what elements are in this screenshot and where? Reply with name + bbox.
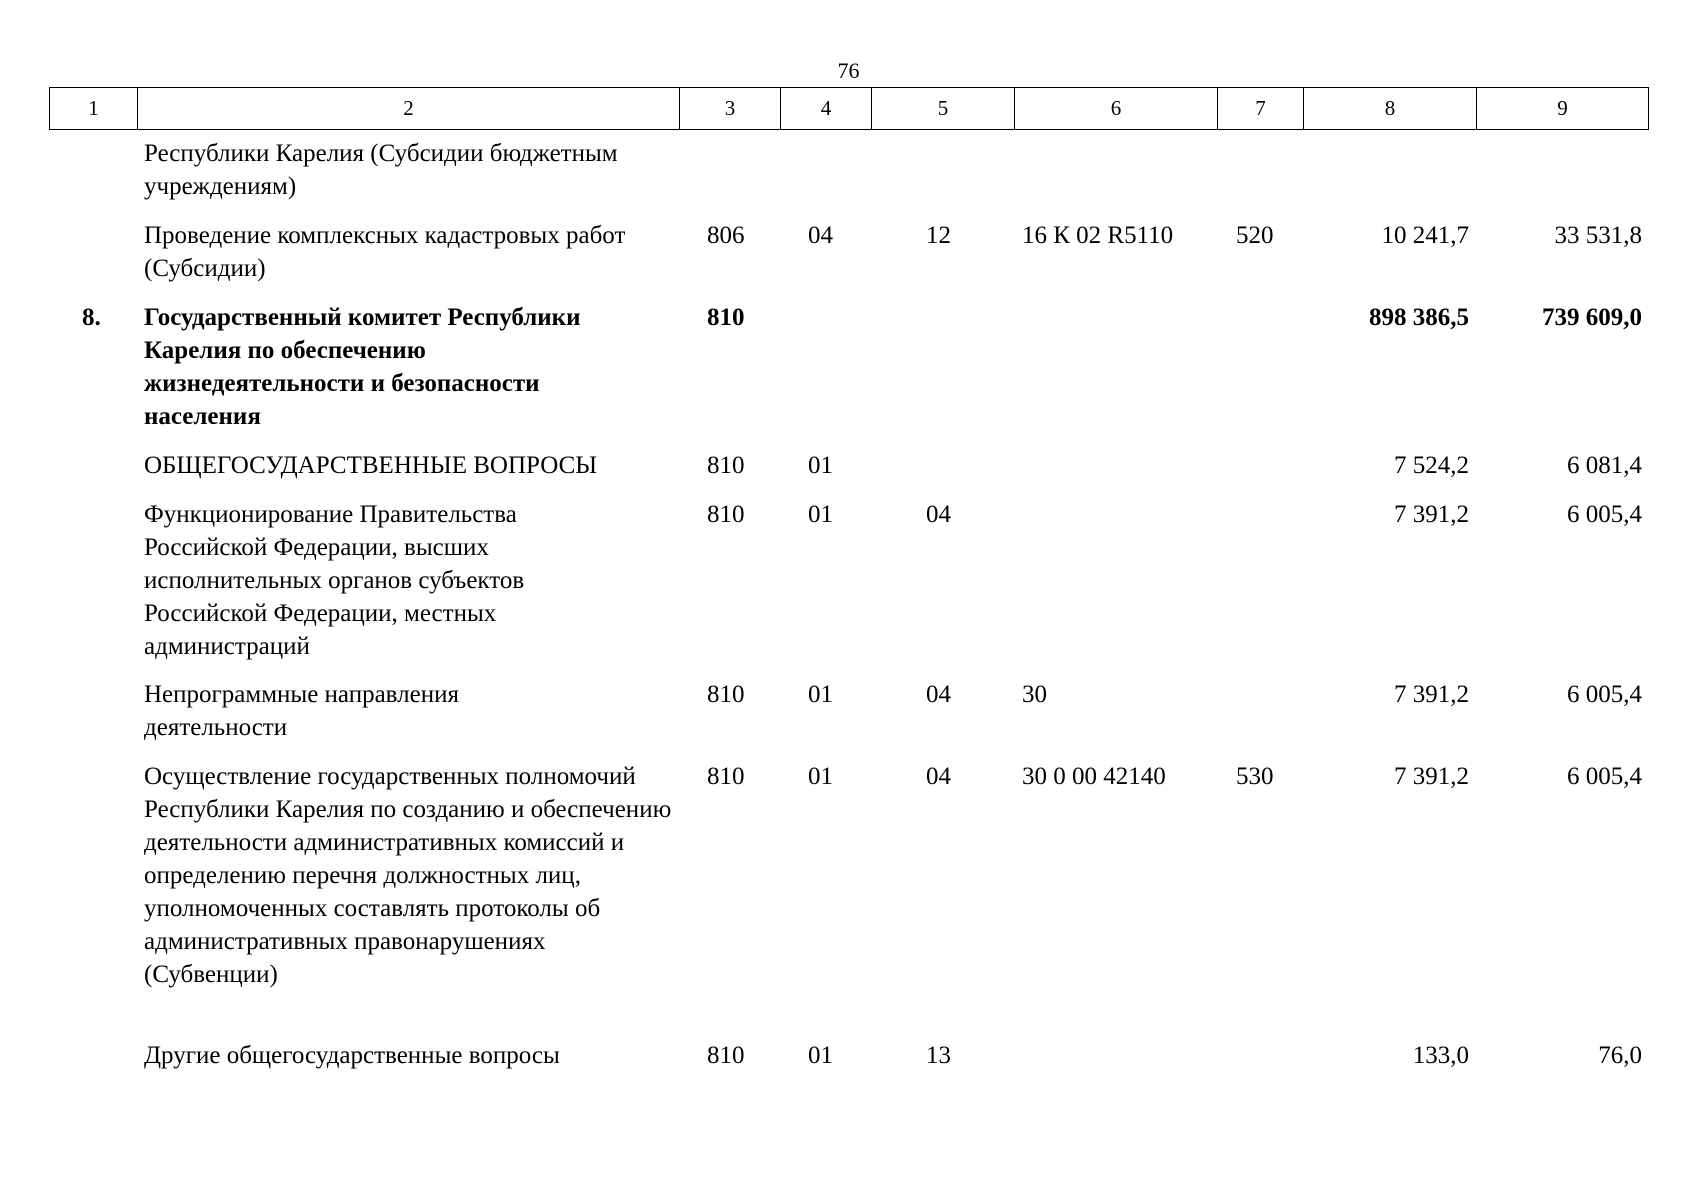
row-amount-1: 7 391,2 xyxy=(1394,681,1469,708)
column-header-8: 8 xyxy=(1304,88,1477,130)
row-amount-2: 6 081,4 xyxy=(1567,452,1642,479)
row-code-admin: 810 xyxy=(707,681,745,708)
column-header-1: 1 xyxy=(50,88,138,130)
row-amount-2: 6 005,4 xyxy=(1567,763,1642,790)
row-code-expense-type: 520 xyxy=(1236,222,1274,249)
row-code-subsection: 04 xyxy=(926,763,951,790)
row-name: ОБЩЕГОСУДАРСТВЕННЫЕ ВОПРОСЫ xyxy=(144,452,598,479)
column-header-4: 4 xyxy=(781,88,872,130)
row-amount-2: 6 005,4 xyxy=(1567,681,1642,708)
row-code-subsection: 12 xyxy=(926,222,951,249)
row-code-admin: 810 xyxy=(707,304,745,331)
row-number: 8. xyxy=(82,304,101,331)
row-name: Непрограммные направления деятельности xyxy=(144,681,459,741)
column-header-9: 9 xyxy=(1477,88,1649,130)
column-header-5: 5 xyxy=(872,88,1015,130)
row-code-section: 04 xyxy=(808,222,833,249)
row-code-subsection: 13 xyxy=(926,1042,951,1069)
row-code-section: 01 xyxy=(808,681,833,708)
row-code-expense-type: 530 xyxy=(1236,763,1274,790)
page-number: 76 xyxy=(837,58,860,83)
row-name: Осуществление государственных полномочий Республики Карелия по созданию и обеспечению деятельности административных комиссий и определению перечня должностных лиц, уполномоченных составлять протоколы об административных правонарушениях (Субвенции) xyxy=(144,763,672,988)
row-code-admin: 806 xyxy=(707,222,745,249)
row-amount-1: 7 524,2 xyxy=(1394,452,1469,479)
row-code-admin: 810 xyxy=(707,763,745,790)
column-header-row xyxy=(50,88,1649,130)
row-code-admin: 810 xyxy=(707,1042,745,1069)
row-amount-1: 7 391,2 xyxy=(1394,501,1469,528)
row-code-subsection: 04 xyxy=(926,501,951,528)
row-code-section: 01 xyxy=(808,763,833,790)
column-header-2: 2 xyxy=(138,88,680,130)
row-name: Республики Карелия (Субсидии бюджетным учреждениям) xyxy=(144,140,618,200)
column-header-3: 3 xyxy=(680,88,781,130)
row-name: Государственный комитет Республики Карелия по обеспечению жизнедеятельности и безопасности населения xyxy=(144,304,581,430)
row-code-subsection: 04 xyxy=(926,681,951,708)
column-header-table xyxy=(49,87,1649,130)
row-amount-1: 10 241,7 xyxy=(1381,222,1469,249)
row-code-target: 30 0 00 42140 xyxy=(1022,763,1166,790)
row-amount-2: 33 531,8 xyxy=(1554,222,1642,249)
row-code-target: 30 xyxy=(1022,681,1047,708)
row-name: Другие общегосударственные вопросы xyxy=(144,1042,560,1069)
row-name: Функционирование Правительства Российской Федерации, высших исполнительных органов субъектов Российской Федерации, местных администраций xyxy=(144,501,525,660)
row-code-section: 01 xyxy=(808,501,833,528)
row-amount-1: 7 391,2 xyxy=(1394,763,1469,790)
row-code-section: 01 xyxy=(808,452,833,479)
column-header-6: 6 xyxy=(1015,88,1218,130)
row-name: Проведение комплексных кадастровых работ (Субсидии) xyxy=(144,222,626,282)
column-header-7: 7 xyxy=(1218,88,1304,130)
row-code-admin: 810 xyxy=(707,452,745,479)
row-code-section: 01 xyxy=(808,1042,833,1069)
row-amount-2: 76,0 xyxy=(1598,1042,1642,1069)
row-amount-2: 739 609,0 xyxy=(1542,304,1642,331)
row-amount-1: 133,0 xyxy=(1412,1042,1469,1069)
row-code-admin: 810 xyxy=(707,501,745,528)
row-amount-1: 898 386,5 xyxy=(1369,304,1469,331)
row-amount-2: 6 005,4 xyxy=(1567,501,1642,528)
row-code-target: 16 К 02 R5110 xyxy=(1022,222,1174,249)
